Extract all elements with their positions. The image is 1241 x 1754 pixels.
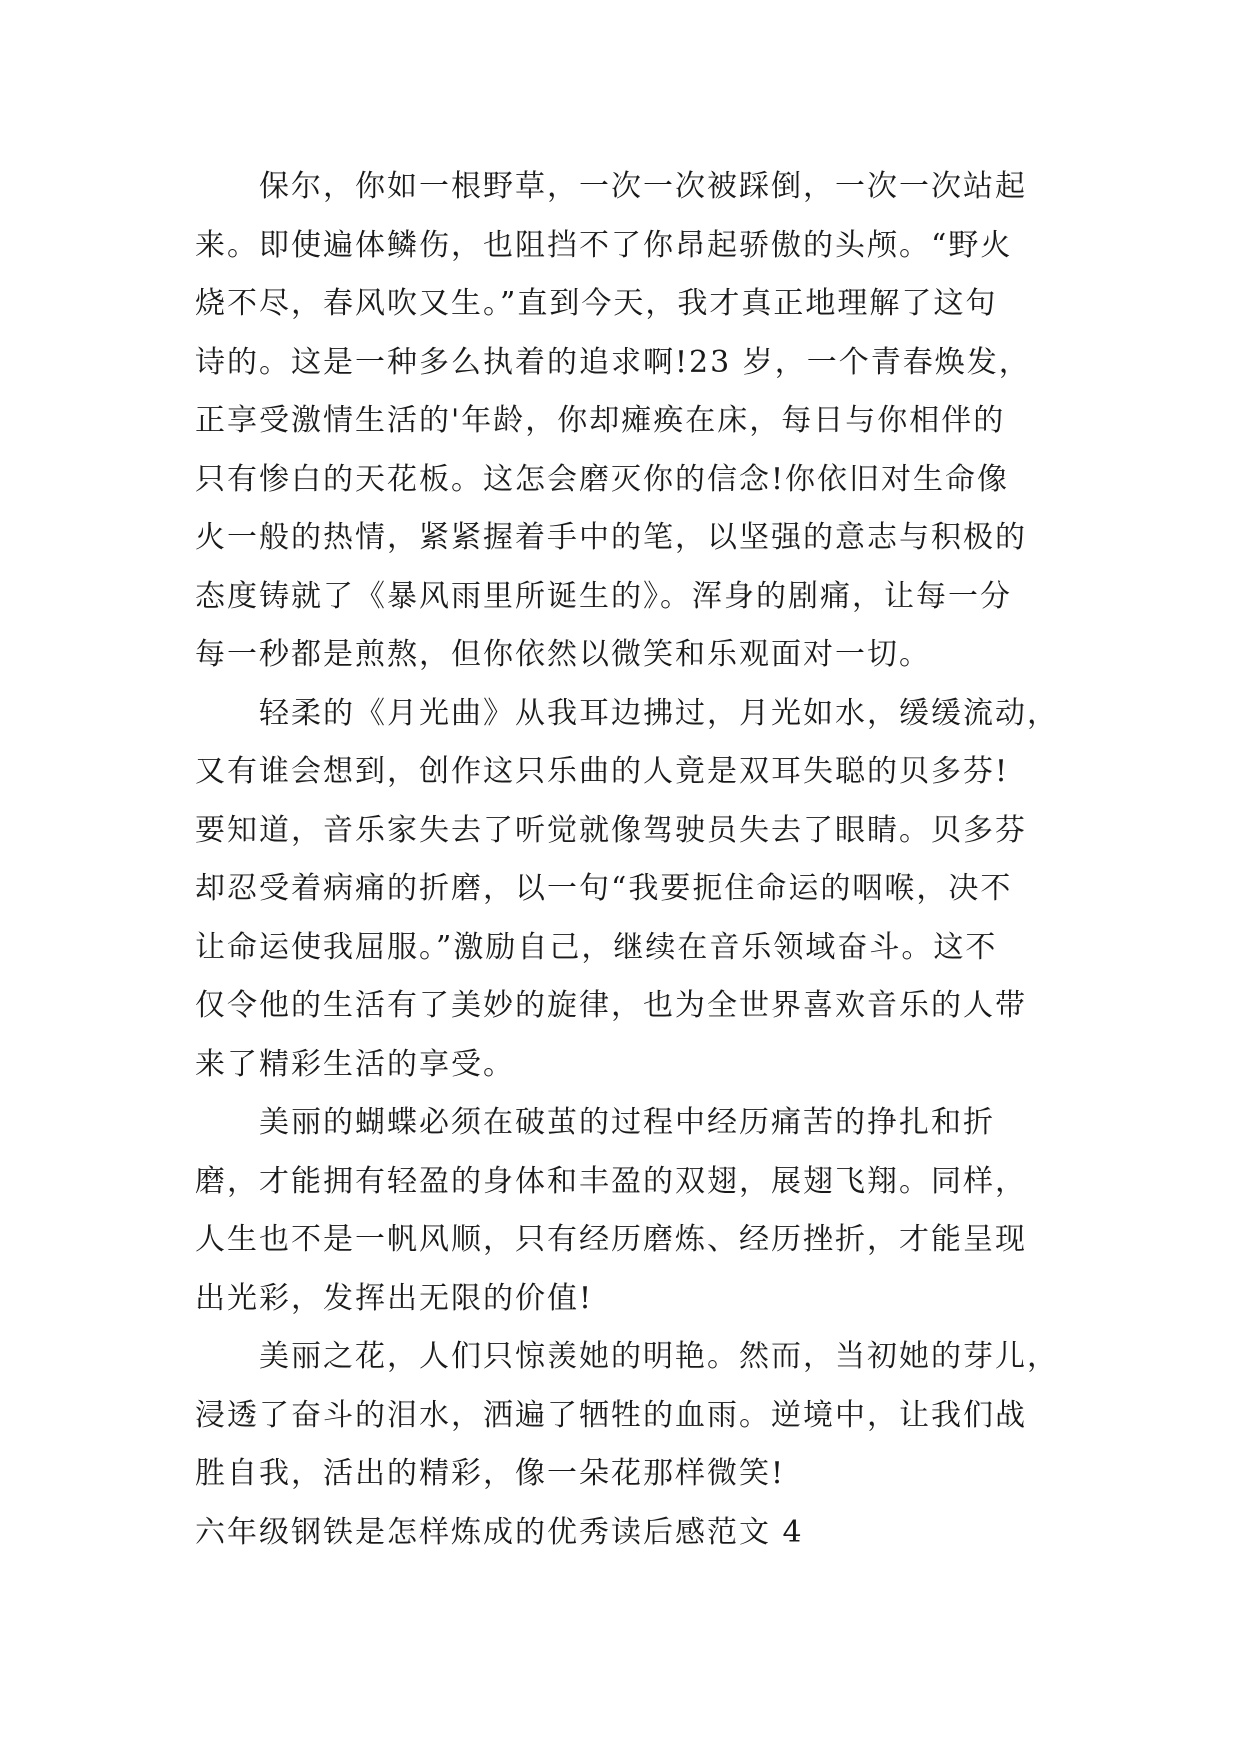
text-line: 保尔，你如一根野草，一次一次被踩倒，一次一次站起	[259, 169, 1027, 204]
text-line: 人生也不是一帆风顺，只有经历磨炼、经历挫折，才能呈现	[195, 1222, 1027, 1257]
text-line: 仅令他的生活有了美妙的旋律，也为全世界喜欢音乐的人带	[195, 988, 1027, 1023]
text-line: 让命运使我屈服。”激励自己，继续在音乐领域奋斗。这不	[195, 929, 998, 965]
text-line: 要知道，音乐家失去了听觉就像驾驶员失去了眼睛。贝多芬	[195, 812, 1027, 848]
paragraph-1	[195, 158, 1065, 685]
text-line: 又有谁会想到，创作这只乐曲的人竟是双耳失聪的贝多芬!	[195, 754, 1010, 789]
text-line: 正享受激情生活的'年龄，你却瘫痪在床，每日与你相伴的	[195, 403, 1006, 438]
paragraph-4	[195, 1328, 1065, 1504]
text-line: 却忍受着病痛的折磨，以一句“我要扼住命运的咽喉，决不	[195, 871, 1013, 906]
text-line: 美丽的蝴蝶必须在破茧的过程中经历痛苦的挣扎和折	[259, 1105, 995, 1140]
text-line: 火一般的热情，紧紧握着手中的笔，以坚强的意志与积极的	[195, 520, 1027, 555]
text-line: 烧不尽，春风吹又生。”直到今天，我才真正地理解了这句	[195, 286, 998, 321]
text-line: 轻柔的《月光曲》从我耳边拂过，月光如水，缓缓流动，	[259, 695, 1059, 731]
text-line: 出光彩，发挥出无限的价值!	[195, 1280, 594, 1316]
section-title: 六年级钢铁是怎样炼成的优秀读后感范文 4	[195, 1514, 804, 1550]
text-line: 胜自我，活出的精彩，像一朵花那样微笑!	[195, 1456, 786, 1491]
paragraph-2	[195, 685, 1065, 1095]
text-line: 来。即使遍体鳞伤，也阻挡不了你昂起骄傲的头颅。“野火	[195, 227, 1013, 263]
text-line: 诗的。这是一种多么执着的追求啊!23 岁，一个青春焕发，	[195, 344, 1031, 380]
text-line: 来了精彩生活的享受。	[195, 1046, 515, 1082]
text-line: 美丽之花，人们只惊羡她的明艳。然而，当初她的芽儿，	[259, 1339, 1059, 1374]
text-line: 态度铸就了《暴风雨里所诞生的》。浑身的剧痛，让每一分	[195, 578, 1012, 614]
text-line: 只有惨白的天花板。这怎会磨灭你的信念!你依旧对生命像	[195, 461, 1010, 497]
text-line: 每一秒都是煎熬，但你依然以微笑和乐观面对一切。	[195, 637, 931, 672]
text-line: 磨，才能拥有轻盈的身体和丰盈的双翅，展翅飞翔。同样，	[195, 1163, 1027, 1199]
text-line: 浸透了奋斗的泪水，洒遍了牺牲的血雨。逆境中，让我们战	[195, 1397, 1027, 1433]
paragraph-3	[195, 1094, 1065, 1328]
document-body	[195, 158, 1065, 1562]
